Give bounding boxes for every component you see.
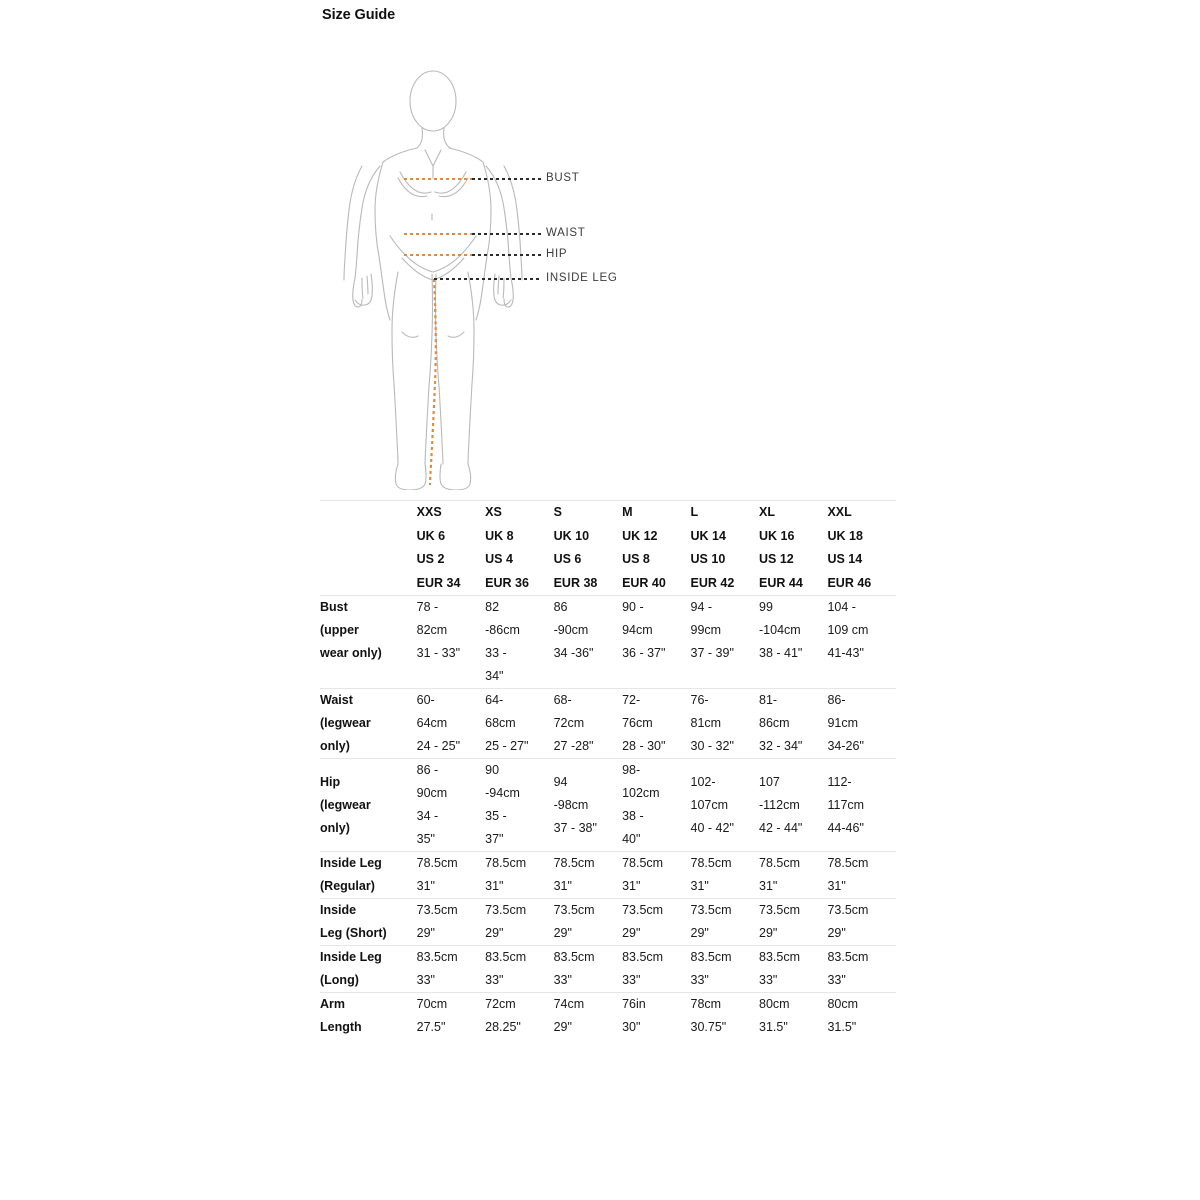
- measurement-line: 83.5cm: [485, 950, 527, 964]
- measurement-line: 98-: [622, 763, 641, 777]
- measurement-line: 25 - 27": [485, 739, 529, 753]
- measurement-cell: [827, 596, 896, 689]
- measurement-cell: [417, 993, 485, 1040]
- measurement-line: 36 - 37": [622, 646, 666, 660]
- measurement-line: 30 - 32": [690, 739, 734, 753]
- header-us-size: US 10: [690, 552, 726, 566]
- header-size-size: XXS: [416, 505, 442, 519]
- measurement-line: 83.5cm: [622, 950, 664, 964]
- row-label-line: Arm: [320, 997, 346, 1011]
- measurement-cell: [759, 946, 827, 993]
- header-eur-size: EUR 36: [485, 575, 529, 590]
- measurement-line: -90cm: [553, 623, 589, 637]
- table-row: [320, 899, 896, 946]
- measurement-cell: [622, 759, 690, 852]
- measurement-line: 31": [553, 879, 572, 893]
- measurement-line: 86: [553, 600, 568, 614]
- header-us-size: US 2: [416, 552, 445, 566]
- row-label-line: Length: [320, 1020, 362, 1034]
- header-us-size: US 6: [553, 552, 582, 566]
- table-body: [320, 596, 896, 1040]
- measurement-line: 102cm: [622, 786, 660, 800]
- measurement-line: 68-: [553, 693, 572, 707]
- measurement-cell: [691, 759, 759, 852]
- header-eur-size: EUR 34: [416, 575, 461, 590]
- measurement-line: 70cm: [416, 997, 448, 1011]
- measurement-line: 35": [416, 832, 435, 846]
- measurement-cell: [485, 596, 553, 689]
- measurement-line: 80cm: [827, 997, 859, 1011]
- measurement-line: 34 -: [416, 809, 439, 823]
- hip-label: HIP: [546, 248, 568, 260]
- measurement-line: 76-: [690, 693, 709, 707]
- measurement-line: 78.5cm: [485, 856, 527, 870]
- measurement-line: 82cm: [416, 623, 448, 637]
- header-us-size: US 4: [485, 552, 513, 566]
- measurement-line: 78.5cm: [553, 856, 595, 870]
- measurement-cell: [554, 946, 622, 993]
- measurement-cell: [622, 689, 690, 759]
- measurement-line: 33": [485, 973, 504, 987]
- measurement-line: 90 -: [622, 600, 644, 614]
- measurement-line: 31": [416, 879, 435, 893]
- measurement-line: 76in: [622, 997, 646, 1011]
- measurement-line: 81cm: [690, 716, 722, 730]
- row-label-line: (Long): [320, 973, 359, 987]
- measurement-line: 29": [827, 926, 846, 940]
- row-label: [320, 993, 417, 1040]
- measurement-line: 86cm: [759, 716, 790, 730]
- header-uk-size: UK 6: [416, 528, 446, 543]
- measurement-line: 81-: [759, 693, 778, 707]
- measurement-line: 78cm: [690, 997, 722, 1011]
- header-uk-size: UK 8: [485, 528, 514, 543]
- measurement-line: 31": [690, 879, 709, 893]
- measurement-line: 24 - 25": [416, 739, 461, 753]
- measurement-line: 72-: [622, 693, 641, 707]
- measurement-cell: [691, 946, 759, 993]
- measurement-cell: [691, 852, 759, 899]
- row-label-line: Waist: [320, 693, 353, 707]
- measurement-line: 33": [759, 973, 778, 987]
- measurement-cell: [827, 689, 896, 759]
- header-uk-size: UK 18: [827, 528, 863, 543]
- measurement-line: 35 -: [485, 809, 507, 823]
- measurement-line: 41-43": [827, 646, 864, 660]
- measurement-line: 30.75": [690, 1020, 727, 1034]
- header-uk-size: UK 10: [553, 528, 590, 543]
- row-label-line: only): [320, 820, 350, 835]
- measurement-line: 68cm: [485, 716, 516, 730]
- measurement-cell: [622, 899, 690, 946]
- measurement-line: 42 - 44": [759, 820, 803, 835]
- body-measurement-figure: [320, 60, 900, 490]
- row-label: [320, 946, 417, 993]
- measurement-cell: [622, 946, 690, 993]
- measurement-line: 29": [553, 1020, 572, 1034]
- row-label-line: Inside Leg: [320, 856, 382, 870]
- measurement-line: 29": [690, 926, 709, 940]
- measurement-line: 29": [759, 926, 778, 940]
- measurement-line: 73.5cm: [622, 903, 664, 917]
- measurement-line: 40": [622, 832, 641, 846]
- measurement-line: 78.5cm: [416, 856, 458, 870]
- measurement-line: 83.5cm: [827, 950, 869, 964]
- column-header-xxl: [827, 501, 896, 596]
- measurement-cell: [554, 899, 622, 946]
- measurement-cell: [417, 759, 485, 852]
- column-header-xxs: [417, 501, 485, 596]
- measurement-line: 33": [690, 973, 709, 987]
- measurement-line: 82: [485, 600, 500, 614]
- measurement-line: 37 - 38": [553, 820, 597, 835]
- row-label-line: Inside Leg: [320, 950, 382, 964]
- header-size-size: XS: [485, 505, 502, 519]
- measurement-cell: [417, 899, 485, 946]
- measurement-cell: [554, 852, 622, 899]
- measurement-line: 90cm: [416, 786, 448, 800]
- measurement-line: 38 -: [622, 809, 644, 823]
- measurement-cell: [417, 596, 485, 689]
- measurement-line: 94: [553, 774, 568, 789]
- header-eur-size: EUR 40: [622, 575, 666, 590]
- measurement-line: 73.5cm: [416, 903, 458, 917]
- measurement-line: 72cm: [485, 997, 516, 1011]
- measurement-line: 29": [622, 926, 641, 940]
- measurement-line: 76cm: [622, 716, 653, 730]
- measurement-line: 99cm: [690, 623, 722, 637]
- measurement-cell: [417, 946, 485, 993]
- measurement-cell: [759, 689, 827, 759]
- measurement-line: 28.25": [485, 1020, 521, 1034]
- measurement-line: 74cm: [553, 997, 585, 1011]
- table-row: [320, 596, 896, 689]
- measurement-cell: [759, 596, 827, 689]
- measurement-line: 80cm: [759, 997, 790, 1011]
- measurement-cell: [827, 993, 896, 1040]
- measurement-line: 83.5cm: [416, 950, 458, 964]
- measurement-cell: [485, 993, 553, 1040]
- table-row: [320, 759, 896, 852]
- measurement-cell: [485, 852, 553, 899]
- header-size-size: M: [622, 505, 633, 519]
- row-label-line: (Regular): [320, 879, 375, 893]
- measurement-cell: [554, 596, 622, 689]
- measurement-line: 27 -28": [553, 739, 594, 753]
- measurement-cell: [691, 596, 759, 689]
- measurement-line: 64cm: [416, 716, 448, 730]
- measurement-line: 99: [759, 600, 773, 614]
- measurement-line: 91cm: [827, 716, 859, 730]
- measurement-cell: [622, 596, 690, 689]
- measurement-line: 38 - 41": [759, 646, 803, 660]
- measurement-line: 33": [553, 973, 572, 987]
- header-uk-size: UK 16: [759, 528, 795, 543]
- page-title: Size Guide: [322, 7, 396, 23]
- measurement-line: -98cm: [553, 797, 589, 812]
- measurement-line: 73.5cm: [690, 903, 732, 917]
- header-eur-size: EUR 38: [553, 575, 598, 590]
- measurement-line: 31.5": [759, 1020, 788, 1034]
- measurement-line: 72cm: [553, 716, 585, 730]
- measurement-line: 33": [622, 973, 641, 987]
- row-label-line: Hip: [320, 774, 341, 789]
- header-uk-size: UK 12: [622, 528, 658, 543]
- measurement-cell: [759, 993, 827, 1040]
- bust-label: BUST: [546, 172, 580, 184]
- measurement-line: 29": [485, 926, 504, 940]
- measurement-line: 107: [759, 774, 780, 789]
- measurement-cell: [622, 993, 690, 1040]
- measurement-line: 117cm: [827, 797, 865, 812]
- row-label: [320, 852, 417, 899]
- measurement-cell: [485, 899, 553, 946]
- waist-label: WAIST: [546, 227, 586, 239]
- table-row: [320, 689, 896, 759]
- measurement-line: 83.5cm: [690, 950, 732, 964]
- measurement-line: 83.5cm: [759, 950, 800, 964]
- measurement-cell: [827, 852, 896, 899]
- header-size-size: XL: [759, 505, 775, 519]
- header-us-size: US 8: [622, 552, 650, 566]
- measurement-line: 37 - 39": [690, 646, 734, 660]
- measurement-line: 33": [416, 973, 435, 987]
- measurement-line: 107cm: [690, 797, 729, 812]
- row-label-line: (legwear: [320, 716, 371, 730]
- measurement-line: 90: [485, 763, 500, 777]
- measurement-line: 78.5cm: [827, 856, 869, 870]
- row-label-line: (upper: [320, 623, 359, 637]
- measurement-line: 104 -: [827, 600, 856, 614]
- measurement-cell: [691, 993, 759, 1040]
- header-us-size: US 14: [827, 552, 863, 566]
- row-label-line: Bust: [320, 600, 348, 614]
- measurement-line: 31": [622, 879, 641, 893]
- measurement-cell: [827, 759, 896, 852]
- measurement-line: 31": [759, 879, 778, 893]
- measurement-line: 78.5cm: [759, 856, 800, 870]
- header-eur-size: EUR 46: [827, 575, 872, 590]
- measurement-line: 33 -: [485, 646, 507, 660]
- measurement-cell: [554, 689, 622, 759]
- row-label: [320, 899, 417, 946]
- header-eur-size: EUR 42: [690, 575, 735, 590]
- measurement-line: 78.5cm: [622, 856, 664, 870]
- measurement-line: 37": [485, 832, 504, 846]
- row-label: [320, 596, 417, 689]
- measurement-cell: [417, 689, 485, 759]
- measurement-line: 34": [485, 669, 504, 683]
- measurement-line: 27.5": [416, 1020, 446, 1034]
- measurement-cell: [827, 899, 896, 946]
- measurement-cell: [827, 946, 896, 993]
- measurement-cell: [759, 852, 827, 899]
- measurement-line: 32 - 34": [759, 739, 803, 753]
- header-size-size: XXL: [827, 505, 852, 519]
- measurement-line: 94cm: [622, 623, 653, 637]
- measurement-line: 102-: [690, 774, 716, 789]
- measurement-line: 31": [485, 879, 504, 893]
- measurement-line: 86 -: [416, 763, 439, 777]
- header-eur-size: EUR 44: [759, 575, 803, 590]
- measurement-cell: [691, 899, 759, 946]
- measurement-line: 73.5cm: [759, 903, 800, 917]
- header-us-size: US 12: [759, 552, 794, 566]
- measurement-line: 78 -: [416, 600, 439, 614]
- measurement-line: 112-: [827, 774, 852, 789]
- table-row: [320, 946, 896, 993]
- measurement-line: 30": [622, 1020, 641, 1034]
- column-header-l: [691, 501, 759, 596]
- measurement-line: 28 - 30": [622, 739, 666, 753]
- measurement-line: -86cm: [485, 623, 520, 637]
- measurement-line: 34-26": [827, 739, 864, 753]
- row-label: [320, 759, 417, 852]
- measurement-line: 73.5cm: [827, 903, 869, 917]
- row-label-line: Inside: [320, 903, 357, 917]
- measurement-line: 33": [827, 973, 846, 987]
- measurement-cell: [417, 852, 485, 899]
- measurement-cell: [485, 946, 553, 993]
- measurement-cell: [485, 759, 553, 852]
- header-uk-size: UK 14: [690, 528, 726, 543]
- corner-cell: [320, 501, 417, 596]
- column-header-xl: [759, 501, 827, 596]
- measurement-line: 109 cm: [827, 623, 869, 637]
- size-chart-table: [320, 500, 896, 1039]
- measurement-line: 64-: [485, 693, 504, 707]
- row-label-line: wear only): [320, 646, 382, 660]
- column-header-m: [622, 501, 690, 596]
- row-label-line: Leg (Short): [320, 926, 387, 940]
- row-label-line: only): [320, 739, 350, 753]
- column-header-xs: [485, 501, 553, 596]
- measurement-line: 73.5cm: [553, 903, 595, 917]
- measurement-line: 83.5cm: [553, 950, 595, 964]
- measurement-line: 31": [827, 879, 846, 893]
- measurement-line: 31 - 33": [416, 646, 461, 660]
- measurement-line: 29": [553, 926, 572, 940]
- measurement-line: 40 - 42": [690, 820, 734, 835]
- measurement-line: 34 -36": [553, 646, 594, 660]
- measurement-line: 73.5cm: [485, 903, 527, 917]
- measurement-line: -94cm: [485, 786, 520, 800]
- measurement-line: 94 -: [690, 600, 713, 614]
- measurement-cell: [759, 899, 827, 946]
- measurement-line: 29": [416, 926, 435, 940]
- measurement-cell: [759, 759, 827, 852]
- table-header-row: [320, 501, 896, 596]
- header-size-size: S: [553, 505, 562, 519]
- measurement-cell: [691, 689, 759, 759]
- measurement-cell: [622, 852, 690, 899]
- measurement-cell: [554, 993, 622, 1040]
- measurement-line: 44-46": [827, 820, 864, 835]
- row-label: [320, 689, 417, 759]
- measurement-cell: [485, 689, 553, 759]
- measurement-line: 78.5cm: [690, 856, 732, 870]
- measurement-cell: [554, 759, 622, 852]
- table-row: [320, 852, 896, 899]
- measurement-line: -104cm: [759, 623, 801, 637]
- header-size-size: L: [690, 505, 699, 519]
- column-header-s: [554, 501, 622, 596]
- measurement-line: 31.5": [827, 1020, 857, 1034]
- inside-leg-label: INSIDE LEG: [546, 272, 618, 284]
- measurement-line: 60-: [416, 693, 435, 707]
- measurement-line: 86-: [827, 693, 846, 707]
- row-label-line: (legwear: [320, 797, 371, 812]
- table-row: [320, 993, 896, 1040]
- measurement-line: -112cm: [759, 797, 800, 812]
